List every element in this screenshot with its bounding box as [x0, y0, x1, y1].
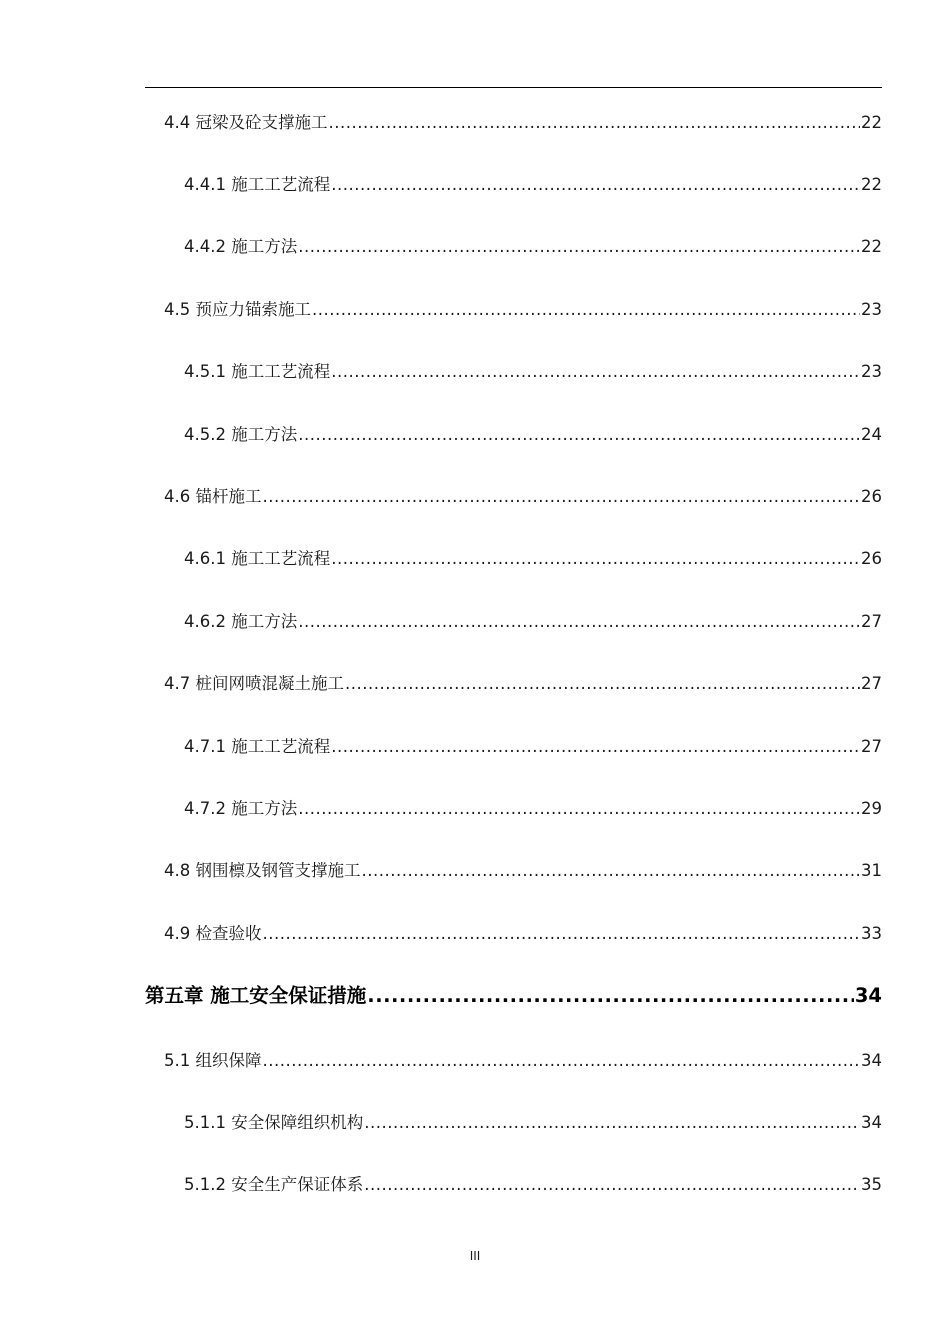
- toc-entry[interactable]: [184, 799, 882, 819]
- toc-entry[interactable]: [184, 425, 882, 445]
- toc-entry-page: 26: [861, 549, 882, 568]
- toc-entry[interactable]: [184, 362, 882, 382]
- toc-entry[interactable]: [184, 175, 882, 195]
- toc-dot-leader: [364, 1113, 860, 1133]
- toc-entry-page: 26: [861, 487, 882, 506]
- toc-entry[interactable]: [164, 674, 882, 694]
- toc-entry[interactable]: [164, 861, 882, 881]
- toc-entry[interactable]: [164, 924, 882, 944]
- toc-entry-title: 4.4.2 施工方法: [184, 237, 298, 256]
- toc-entry[interactable]: [164, 113, 882, 133]
- toc-entry[interactable]: [164, 1051, 882, 1071]
- toc-entry[interactable]: [184, 549, 882, 569]
- toc-entry-page: 33: [861, 924, 882, 943]
- toc-entry-title: 第五章 施工安全保证措施: [145, 984, 367, 1007]
- toc-entry-page: 34: [854, 984, 882, 1007]
- toc-entry-title: 4.6.1 施工工艺流程: [184, 549, 331, 568]
- toc-entry-title: 5.1.1 安全保障组织机构: [184, 1113, 364, 1132]
- toc-dot-leader: [367, 984, 854, 1008]
- toc-entry-title: 4.6 锚杆施工: [164, 487, 262, 506]
- toc-dot-leader: [298, 237, 860, 257]
- toc-entry-title: 5.1.2 安全生产保证体系: [184, 1175, 364, 1194]
- toc-dot-leader: [364, 1175, 860, 1195]
- toc-entry[interactable]: [184, 1113, 882, 1133]
- toc-dot-leader: [263, 1051, 861, 1071]
- toc-dot-leader: [329, 113, 861, 133]
- toc-entry-page: 34: [861, 1113, 882, 1132]
- toc-entry-title: 5.1 组织保障: [164, 1051, 262, 1070]
- toc-dot-leader: [263, 924, 861, 944]
- toc-entry-page: 31: [861, 861, 882, 880]
- toc-entry-title: 4.5.1 施工工艺流程: [184, 362, 331, 381]
- toc-dot-leader: [298, 425, 860, 445]
- toc-dot-leader: [263, 487, 861, 507]
- toc-dot-leader: [298, 612, 860, 632]
- toc-dot-leader: [331, 362, 860, 382]
- toc-entry-title: 4.4 冠梁及砼支撑施工: [164, 113, 328, 132]
- toc-dot-leader: [331, 737, 860, 757]
- toc-entry-title: 4.8 钢围檩及钢管支撑施工: [164, 861, 361, 880]
- toc-entry-title: 4.4.1 施工工艺流程: [184, 175, 331, 194]
- toc-entry-title: 4.7.1 施工工艺流程: [184, 737, 331, 756]
- toc-entry[interactable]: [184, 1175, 882, 1195]
- toc-entry-page: 34: [861, 1051, 882, 1070]
- toc-entry[interactable]: [184, 737, 882, 757]
- toc-entry-page: 29: [861, 799, 882, 818]
- toc-entry-page: 27: [861, 737, 882, 756]
- toc-entry-page: 24: [861, 425, 882, 444]
- toc-entry-title: 4.9 检查验收: [164, 924, 262, 943]
- toc-entry-page: 23: [861, 362, 882, 381]
- toc-dot-leader: [331, 549, 860, 569]
- toc-entry[interactable]: [145, 984, 882, 1008]
- toc-entry-title: 4.7.2 施工方法: [184, 799, 298, 818]
- toc-entry[interactable]: [164, 300, 882, 320]
- toc-dot-leader: [298, 799, 860, 819]
- toc-entry-page: 27: [861, 674, 882, 693]
- toc-entry-page: 22: [861, 237, 882, 256]
- toc-entry-title: 4.7 桩间网喷混凝土施工: [164, 674, 344, 693]
- toc-entry-page: 22: [861, 175, 882, 194]
- toc-dot-leader: [362, 861, 861, 881]
- toc-entry[interactable]: [164, 487, 882, 507]
- toc-entry-page: 35: [861, 1175, 882, 1194]
- toc-entry-page: 27: [861, 612, 882, 631]
- toc-dot-leader: [331, 175, 860, 195]
- page-number-footer: III: [469, 1249, 481, 1263]
- toc-entry-title: 4.6.2 施工方法: [184, 612, 298, 631]
- toc-entry[interactable]: [184, 237, 882, 257]
- toc-entry-page: 23: [861, 300, 882, 319]
- toc-dot-leader: [312, 300, 860, 320]
- toc-entry-title: 4.5.2 施工方法: [184, 425, 298, 444]
- toc-entry-page: 22: [861, 113, 882, 132]
- toc-entry-title: 4.5 预应力锚索施工: [164, 300, 311, 319]
- toc-dot-leader: [345, 674, 860, 694]
- toc-entry[interactable]: [184, 612, 882, 632]
